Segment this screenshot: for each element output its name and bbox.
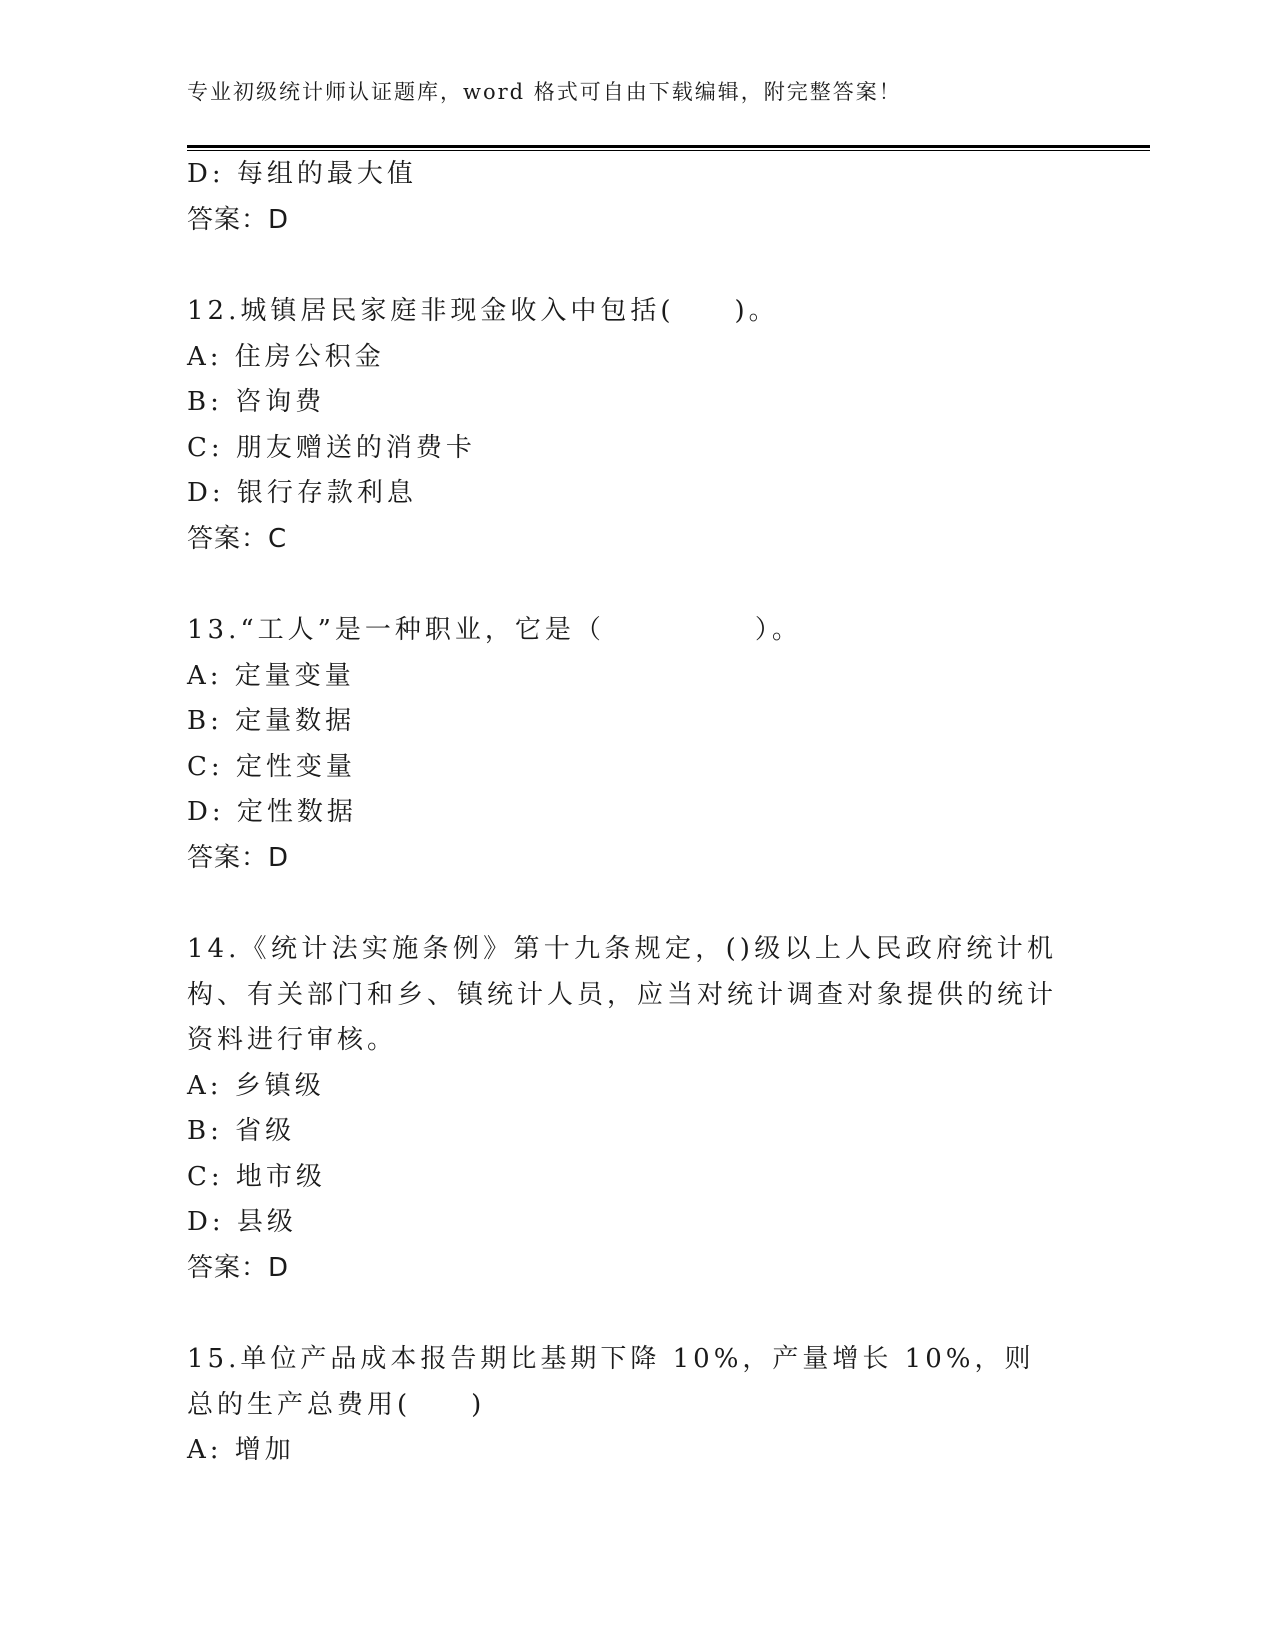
document-body bbox=[187, 152, 1057, 1474]
header-divider bbox=[187, 145, 1150, 151]
option-d: D: 县级 bbox=[187, 1207, 297, 1237]
option-a: A: 定量变量 bbox=[187, 660, 355, 691]
question-12 bbox=[187, 289, 1057, 562]
option-d: D: 银行存款利息 bbox=[187, 478, 417, 508]
option-b: B: 咨询费 bbox=[187, 387, 326, 417]
prev-answer: 答案：D bbox=[187, 204, 290, 235]
option-c: C: 地市级 bbox=[187, 1161, 326, 1192]
question-stem: 14.《统计法实施条例》第十九条规定，()级以上人民政府统计机构、有关部门和乡、镇统计人员，应当对统计调查对象提供的统计资料进行审核。 bbox=[187, 934, 1058, 1055]
option-a: A: 增加 bbox=[187, 1435, 295, 1465]
prev-option-d: D: 每组的最大值 bbox=[187, 159, 417, 189]
option-a: A: 住房公积金 bbox=[187, 341, 385, 372]
option-b: B: 省级 bbox=[187, 1116, 296, 1146]
answer: 答案：C bbox=[187, 523, 288, 554]
question-14 bbox=[187, 927, 1057, 1291]
option-b: B: 定量数据 bbox=[187, 706, 356, 736]
option-d: D: 定性数据 bbox=[187, 797, 357, 827]
option-c: C: 朋友赠送的消费卡 bbox=[187, 432, 476, 463]
question-13 bbox=[187, 608, 1057, 881]
answer: 答案：D bbox=[187, 1252, 290, 1283]
question-stem: 12.城镇居民家庭非现金收入中包括( )。 bbox=[187, 296, 779, 326]
option-a: A: 乡镇级 bbox=[187, 1070, 325, 1101]
question-stem: 13.“工人”是一种职业，它是（ ）。 bbox=[187, 615, 802, 645]
page-header: 专业初级统计师认证题库，word 格式可自由下载编辑，附完整答案！ bbox=[187, 80, 902, 104]
option-c: C: 定性变量 bbox=[187, 751, 356, 782]
question-15 bbox=[187, 1337, 1057, 1474]
answer: 答案：D bbox=[187, 842, 290, 873]
question-stem: 15.单位产品成本报告期比基期下降 10%，产量增长 10%，则总的生产总费用( ) bbox=[187, 1344, 1035, 1420]
